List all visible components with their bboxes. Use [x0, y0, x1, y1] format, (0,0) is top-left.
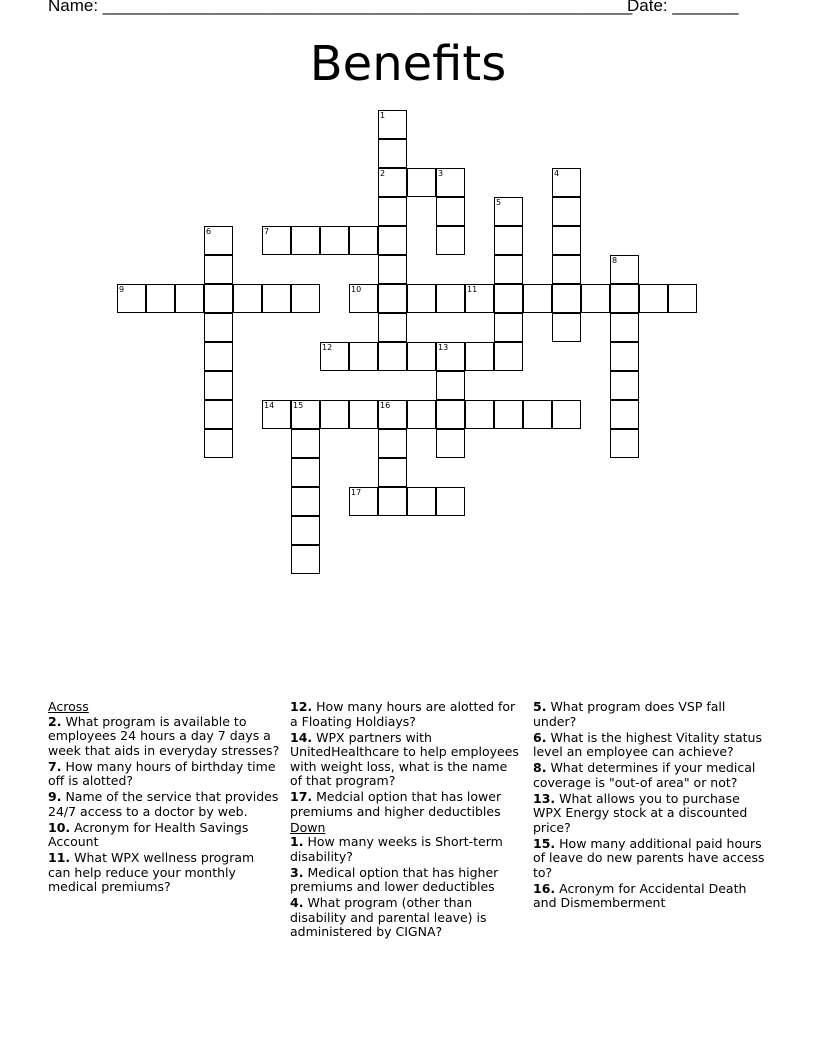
grid-cell[interactable]: [407, 168, 436, 197]
cell-number: 14: [264, 401, 275, 410]
grid-cell[interactable]: [204, 342, 233, 371]
grid-cell[interactable]: [291, 545, 320, 574]
grid-cell[interactable]: [407, 487, 436, 516]
grid-cell[interactable]: [436, 284, 465, 313]
grid-cell[interactable]: [407, 342, 436, 371]
grid-cell[interactable]: [378, 168, 407, 197]
grid-cell[interactable]: [436, 400, 465, 429]
cell-number: 9: [119, 285, 125, 294]
grid-cell[interactable]: [204, 226, 233, 255]
grid-cell[interactable]: [349, 226, 378, 255]
grid-cell[interactable]: [552, 400, 581, 429]
grid-cell[interactable]: [378, 226, 407, 255]
grid-cell[interactable]: [494, 255, 523, 284]
grid-cell[interactable]: [436, 168, 465, 197]
grid-cell[interactable]: [291, 487, 320, 516]
clues-column-1: [48, 700, 280, 896]
grid-cell[interactable]: [581, 284, 610, 313]
grid-cell[interactable]: [291, 284, 320, 313]
clue-across-7: 7. How many hours of birthday time off is alotted?: [48, 758, 276, 788]
grid-cell[interactable]: [610, 313, 639, 342]
cell-number: 11: [467, 285, 478, 294]
grid-cell[interactable]: [378, 139, 407, 168]
grid-cell[interactable]: [146, 284, 175, 313]
clue-down-8: 8. What determines if your medical coverage is "out-of area" or not?: [533, 760, 756, 790]
grid-cell[interactable]: [494, 284, 523, 313]
grid-cell[interactable]: [291, 516, 320, 545]
grid-cell[interactable]: [639, 284, 668, 313]
grid-cell[interactable]: [291, 226, 320, 255]
grid-cell[interactable]: [436, 487, 465, 516]
cell-number: 2: [380, 169, 386, 178]
grid-cell[interactable]: [552, 313, 581, 342]
grid-cell[interactable]: [552, 255, 581, 284]
cell-number: 16: [380, 401, 391, 410]
grid-cell[interactable]: [494, 313, 523, 342]
grid-cell[interactable]: [494, 400, 523, 429]
grid-cell[interactable]: [407, 284, 436, 313]
clues-column-2: [290, 700, 522, 941]
cell-number: 4: [554, 169, 560, 178]
grid-cell[interactable]: [349, 284, 378, 313]
grid-cell[interactable]: [523, 400, 552, 429]
grid-cell[interactable]: [610, 255, 639, 284]
grid-cell[interactable]: [436, 371, 465, 400]
cell-number: 12: [322, 343, 333, 352]
grid-cell[interactable]: [320, 400, 349, 429]
grid-cell[interactable]: [436, 429, 465, 458]
grid-cell[interactable]: [378, 197, 407, 226]
page-title: Benefits: [309, 36, 507, 92]
across-heading: Across: [48, 699, 89, 714]
grid-cell[interactable]: [378, 313, 407, 342]
clue-across-9: 9. Name of the service that provides 24/7 access to a doctor by web.: [48, 789, 279, 819]
grid-cell[interactable]: [465, 342, 494, 371]
clue-across-12: 12. How many hours are alotted for a Floating Holdiays?: [290, 699, 516, 729]
clue-down-16: 16. Acronym for Accidental Death and Dismemberment: [533, 880, 747, 910]
grid-cell[interactable]: [494, 226, 523, 255]
grid-cell[interactable]: [552, 284, 581, 313]
grid-cell[interactable]: [291, 400, 320, 429]
clue-down-1: 1. How many weeks is Short-term disability?: [290, 834, 503, 864]
grid-cell[interactable]: [378, 284, 407, 313]
clue-across-14: 14. WPX partners with UnitedHealthcare to help employees with weight loss, what is the name of that program?: [290, 729, 519, 788]
grid-cell[interactable]: [407, 400, 436, 429]
grid-cell[interactable]: [436, 197, 465, 226]
date-field-label: Date: _______: [627, 0, 739, 15]
clue-down-6: 6. What is the highest Vitality status level an employee can achieve?: [533, 729, 762, 759]
grid-cell[interactable]: [204, 429, 233, 458]
grid-cell[interactable]: [262, 226, 291, 255]
grid-cell[interactable]: [378, 342, 407, 371]
grid-cell[interactable]: [204, 400, 233, 429]
cell-number: 7: [264, 227, 270, 236]
grid-cell[interactable]: [204, 371, 233, 400]
grid-cell[interactable]: [349, 400, 378, 429]
grid-cell[interactable]: [291, 458, 320, 487]
clue-down-15: 15. How many additional paid hours of leave do new parents have access to?: [533, 835, 765, 880]
cell-number: 8: [612, 256, 618, 265]
grid-cell[interactable]: [233, 284, 262, 313]
grid-cell[interactable]: [610, 284, 639, 313]
cell-number: 1: [380, 111, 386, 120]
grid-cell[interactable]: [349, 342, 378, 371]
clue-across-2: 2. What program is available to employees 24 hours a day 7 days a week that aids in everyday stresses?: [48, 713, 280, 758]
grid-cell[interactable]: [262, 284, 291, 313]
grid-cell[interactable]: [378, 255, 407, 284]
grid-cell[interactable]: [204, 284, 233, 313]
cell-number: 6: [206, 227, 212, 236]
clue-across-17: 17. Medcial option that has lower premiums and higher deductibles: [290, 789, 502, 819]
clue-down-3: 3. Medical option that has higher premiums and lower deductibles: [290, 864, 499, 894]
grid-cell[interactable]: [610, 400, 639, 429]
cell-number: 13: [438, 343, 449, 352]
grid-cell[interactable]: [320, 226, 349, 255]
grid-cell[interactable]: [523, 284, 552, 313]
grid-cell[interactable]: [610, 342, 639, 371]
grid-cell[interactable]: [436, 342, 465, 371]
clue-down-5: 5. What program does VSP fall under?: [533, 699, 726, 729]
grid-cell[interactable]: [291, 429, 320, 458]
grid-cell[interactable]: [204, 313, 233, 342]
clue-down-13: 13. What allows you to purchase WPX Energy stock at a discounted price?: [533, 790, 748, 835]
grid-cell[interactable]: [117, 284, 146, 313]
cell-number: 5: [496, 198, 502, 207]
grid-cell[interactable]: [494, 197, 523, 226]
down-heading: Down: [290, 819, 326, 835]
grid-cell[interactable]: [610, 371, 639, 400]
grid-cell[interactable]: [465, 400, 494, 429]
grid-cell[interactable]: [378, 487, 407, 516]
grid-cell[interactable]: [436, 226, 465, 255]
grid-cell[interactable]: [668, 284, 697, 313]
grid-cell[interactable]: [552, 168, 581, 197]
grid-cell[interactable]: [494, 342, 523, 371]
clue-across-11: 11. What WPX wellness program can help reduce your monthly medical premiums?: [48, 850, 255, 894]
grid-cell[interactable]: [320, 342, 349, 371]
grid-cell[interactable]: [552, 226, 581, 255]
grid-cell[interactable]: [378, 400, 407, 429]
grid-cell[interactable]: [552, 197, 581, 226]
clue-across-10: 10. Acronym for Health Savings Account: [48, 819, 249, 849]
grid-cell[interactable]: [378, 458, 407, 487]
grid-cell[interactable]: [378, 429, 407, 458]
grid-cell[interactable]: [175, 284, 204, 313]
name-field-label: Name: ________________________________________________________: [48, 0, 633, 15]
cell-number: 10: [351, 285, 362, 294]
cell-number: 15: [293, 401, 304, 410]
cell-number: 17: [351, 488, 362, 497]
clue-down-4: 4. What program (other than disability and parental leave) is administered by CIGNA?: [290, 895, 487, 939]
clues-column-3: [533, 700, 765, 912]
cell-number: 3: [438, 169, 444, 178]
grid-cell[interactable]: [204, 255, 233, 284]
grid-cell[interactable]: [262, 400, 291, 429]
grid-cell[interactable]: [465, 284, 494, 313]
grid-cell[interactable]: [610, 429, 639, 458]
grid-cell[interactable]: [349, 487, 378, 516]
grid-cell[interactable]: [378, 110, 407, 139]
